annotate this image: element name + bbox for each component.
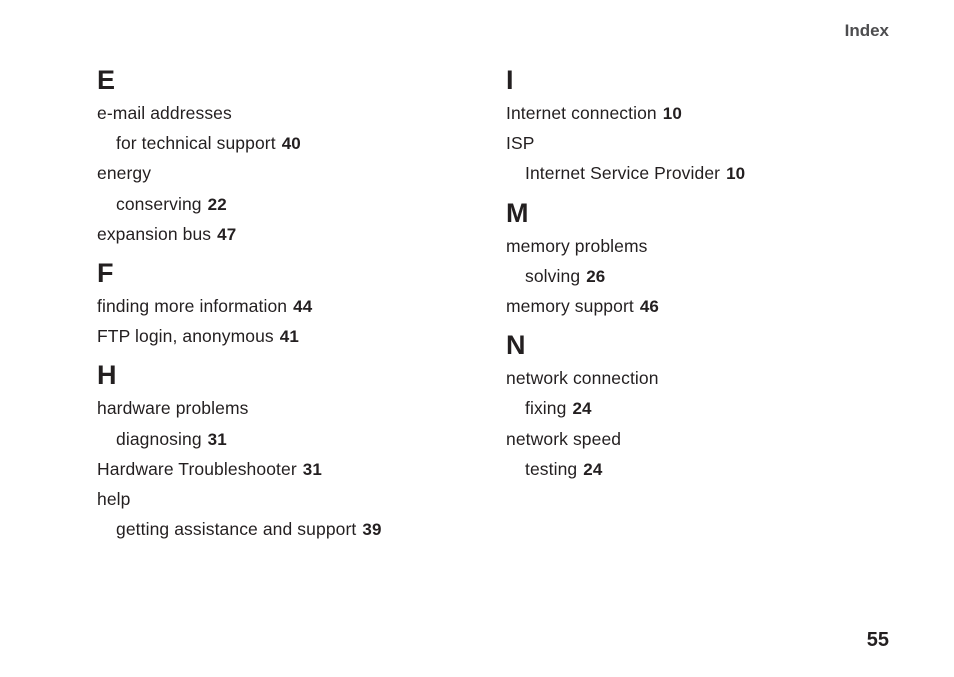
index-entry [506,291,886,321]
entry-term: ISP [506,133,535,154]
index-subentry [506,454,886,484]
entry-term: diagnosing [116,428,202,449]
index-subentry [506,393,886,423]
index-section-f [97,255,477,351]
entry-page-reference[interactable]: 46 [639,296,659,316]
index-entry [97,219,477,249]
section-letter-heading: I [506,65,514,95]
index-section-n [506,327,886,484]
index-subentry [97,424,477,454]
index-column-left [97,62,477,550]
index-subentry [506,158,886,188]
index-column-right [506,62,886,490]
index-subentry [506,261,886,291]
index-section-i [506,62,886,189]
section-letter-heading: M [506,197,529,228]
entry-term: expansion bus [97,223,212,244]
index-subentry [97,514,477,544]
index-entry [97,321,477,351]
index-entry [97,484,477,514]
entry-page-reference[interactable]: 44 [293,296,313,316]
index-entry [506,363,886,393]
entry-term: network speed [506,428,622,449]
entry-term: network connection [506,368,659,389]
index-entry [506,98,886,128]
entry-term: Internet Service Provider [525,163,721,184]
entry-term: finding more information [97,295,288,316]
entry-page-reference[interactable]: 26 [586,266,606,286]
index-entry [506,231,886,261]
entry-term: help [97,488,131,509]
entry-page-reference[interactable]: 39 [362,520,382,540]
entry-page-reference[interactable]: 40 [281,134,301,154]
entry-term: fixing [525,398,567,419]
entry-page-reference[interactable]: 41 [279,327,299,347]
section-letter-heading: N [506,330,526,361]
entry-term: for technical support [116,133,276,154]
index-entry [97,98,477,128]
entry-term: hardware problems [97,398,249,419]
section-letter-heading: F [97,257,114,288]
index-section-m [506,195,886,322]
entry-term: Internet connection [506,103,657,123]
page-number: 55 [866,629,889,651]
section-letter-heading: E [97,65,116,95]
section-letter-heading: H [97,360,117,391]
index-subentry [97,128,477,158]
index-section-e [97,62,477,249]
entry-term: conserving [116,193,202,214]
entry-page-reference[interactable]: 22 [207,194,227,214]
entry-term: solving [525,265,581,286]
entry-term: Hardware Troubleshooter [97,458,297,479]
index-subentry [97,189,477,219]
entry-page-reference[interactable]: 47 [217,224,237,244]
index-section-h [97,357,477,544]
index-entry [97,158,477,188]
entry-page-reference[interactable]: 24 [583,459,603,479]
entry-term: memory support [506,295,634,316]
entry-term: FTP login, anonymous [97,326,274,347]
index-entry [506,424,886,454]
entry-term: memory problems [506,235,648,256]
running-header: Index [844,21,889,40]
entry-page-reference[interactable]: 31 [207,429,227,449]
entry-term: energy [97,163,152,184]
index-entry [97,291,477,321]
entry-page-reference[interactable]: 31 [302,459,322,479]
index-entry [506,128,886,158]
entry-term: testing [525,458,578,479]
entry-page-reference[interactable]: 10 [662,104,682,123]
index-entry [97,454,477,484]
entry-term: getting assistance and support [116,519,357,540]
entry-term: e-mail addresses [97,103,232,123]
index-entry [97,393,477,423]
entry-page-reference[interactable]: 10 [726,164,746,184]
entry-page-reference[interactable]: 24 [572,399,592,419]
